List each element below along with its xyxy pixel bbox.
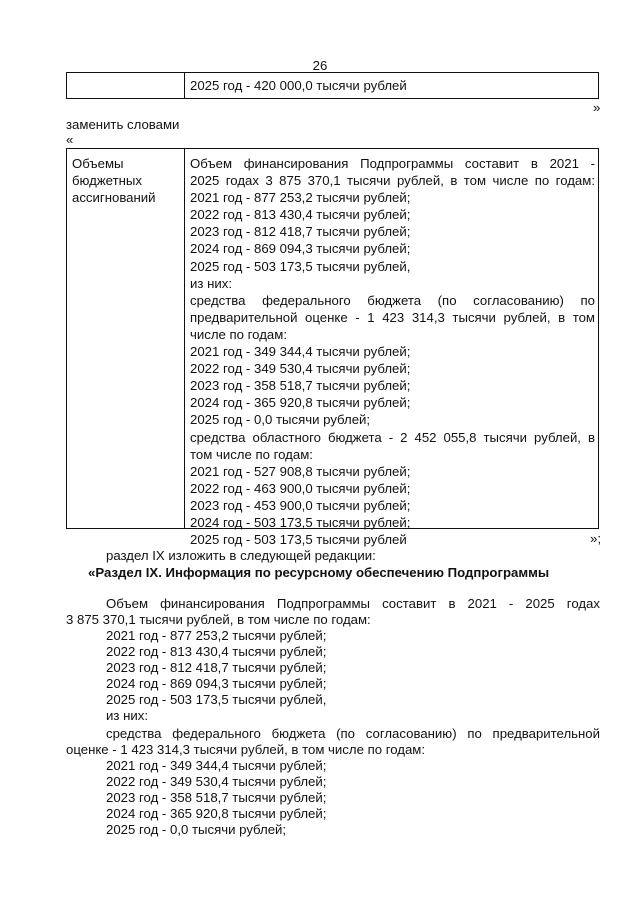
table-label-cell: [72, 155, 182, 206]
replace-phrase: заменить словами: [66, 117, 180, 132]
value-line: 2021 год - 349 344,4 тысячи рублей;: [190, 344, 411, 360]
paragraph-line: Объем финансирования Подпрограммы составит в 2021 - 2025 годах: [106, 596, 600, 611]
value-line: 2025 год - 503 173,5 тысячи рублей: [190, 532, 407, 548]
label-line: Объемы: [72, 156, 124, 171]
opening-quote: «: [66, 132, 74, 147]
of-them-line: из них:: [106, 708, 148, 723]
closing-quote: »;: [590, 531, 601, 546]
value-line: 2024 год - 503 173,5 тысячи рублей;: [190, 514, 411, 530]
closing-quote: »: [593, 100, 601, 115]
section-intro: раздел IX изложить в следующей редакции:: [106, 548, 376, 563]
paragraph-line: средства федерального бюджета (по согласованию) по предварительной: [106, 726, 600, 741]
table-value-cell: [190, 155, 595, 548]
value-line: 2022 год - 349 530,4 тысячи рублей;: [190, 361, 411, 377]
value-line: 2024 год - 365 920,8 тысячи рублей;: [190, 395, 411, 411]
value-line: предварительной оценке - 1 423 314,3 тысячи рублей, в том: [190, 309, 595, 325]
top-table-fragment: [66, 72, 599, 99]
value-line: 2025 годах 3 875 370,1 тысячи рублей, в том числе по годам:: [190, 173, 595, 189]
year-line: 2024 год - 365 920,8 тысячи рублей;: [106, 806, 327, 821]
column-divider: [184, 73, 185, 98]
page-number: 26: [312, 58, 328, 73]
value-line: том числе по годам:: [190, 446, 313, 462]
section-title: «Раздел IX. Информация по ресурсному обеспечению Подпрограммы: [88, 565, 550, 580]
budget-table: [66, 148, 599, 548]
column-divider: [184, 149, 185, 528]
value-line: Объем финансирования Подпрограммы составит в 2021 -: [190, 156, 595, 171]
value-line: числе по годам:: [190, 326, 287, 342]
value-line: 2024 год - 869 094,3 тысячи рублей;: [190, 241, 411, 257]
paragraph-line: 3 875 370,1 тысячи рублей, в том числе по годам:: [66, 612, 371, 627]
value-line: 2021 год - 877 253,2 тысячи рублей;: [190, 190, 411, 206]
year-line: 2025 год - 503 173,5 тысячи рублей,: [106, 692, 327, 707]
year-line: 2025 год - 0,0 тысячи рублей;: [106, 822, 287, 837]
year-line: 2022 год - 349 530,4 тысячи рублей;: [106, 774, 327, 789]
year-line: 2023 год - 812 418,7 тысячи рублей;: [106, 660, 327, 675]
year-line: 2021 год - 349 344,4 тысячи рублей;: [106, 758, 327, 773]
value-line: 2025 год - 503 173,5 тысячи рублей,: [190, 258, 411, 274]
value-line: 2023 год - 812 418,7 тысячи рублей;: [190, 224, 411, 240]
paragraph-line: оценке - 1 423 314,3 тысячи рублей, в том числе по годам:: [66, 742, 426, 757]
value-line: 2023 год - 453 900,0 тысячи рублей;: [190, 497, 411, 513]
label-line: бюджетных: [72, 173, 142, 188]
value-line: средства федерального бюджета (по согласованию) по: [190, 292, 595, 308]
value-line: 2025 год - 0,0 тысячи рублей;: [190, 412, 371, 428]
label-line: ассигнований: [72, 190, 156, 205]
value-line: 2023 год - 358 518,7 тысячи рублей;: [190, 378, 411, 394]
value-line: 2022 год - 463 900,0 тысячи рублей;: [190, 480, 411, 496]
year-line: 2024 год - 869 094,3 тысячи рублей;: [106, 676, 327, 691]
value-line: 2022 год - 813 430,4 тысячи рублей;: [190, 207, 411, 223]
top-table-cell: 2025 год - 420 000,0 тысячи рублей: [190, 78, 407, 93]
year-line: 2023 год - 358 518,7 тысячи рублей;: [106, 790, 327, 805]
year-line: 2021 год - 877 253,2 тысячи рублей;: [106, 628, 327, 643]
value-line: из них:: [190, 275, 232, 291]
value-line: средства областного бюджета - 2 452 055,8 тысячи рублей, в: [190, 429, 595, 445]
value-line: 2021 год - 527 908,8 тысячи рублей;: [190, 463, 411, 479]
year-line: 2022 год - 813 430,4 тысячи рублей;: [106, 644, 327, 659]
